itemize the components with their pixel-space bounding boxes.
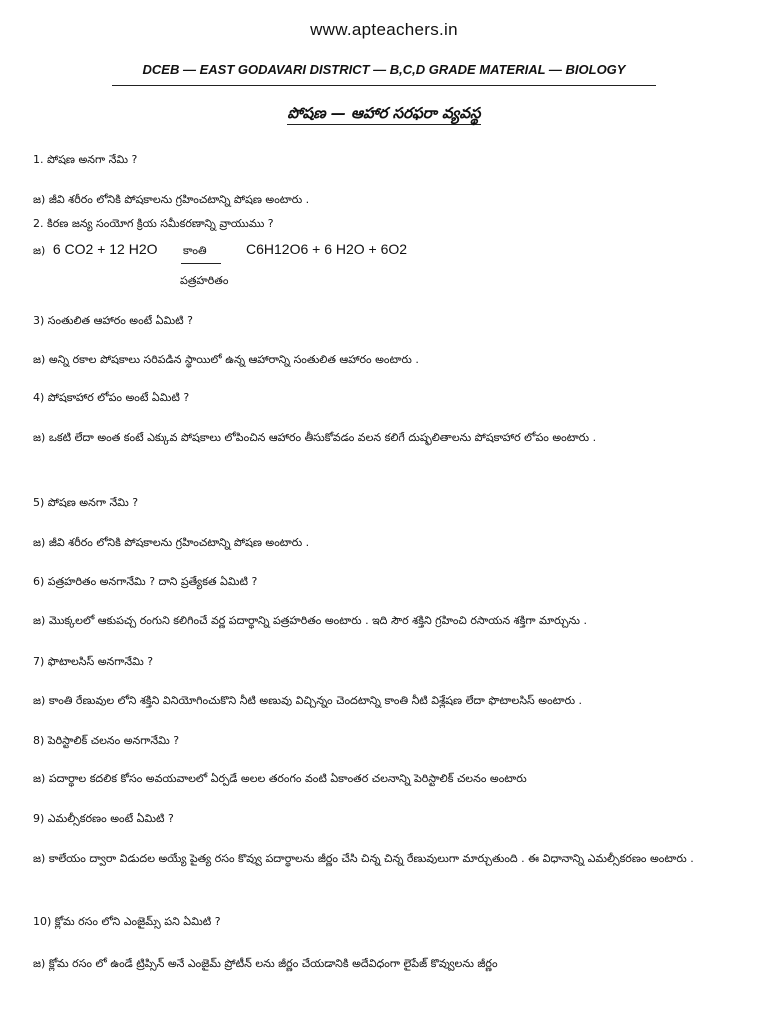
document-title: [0, 104, 768, 126]
answer-4: జ) ఒకటి లేదా అంత కంటే ఎక్కువ పోషకాలు లోపించిన ఆహారం తీసుకోవడం వలన కలిగే దుష్ఫలితాలను పోషకాహార లోపం అంటారు .: [33, 431, 597, 444]
equation-row: [33, 241, 158, 260]
answer-9: జ) కాలేయం ద్వారా విడుదల అయ్యే పైత్య రసం కొవ్వు పదార్థాలను జీర్ణం చేసి చిన్న చిన్న రేణువులుగా మార్చుతుంది . ఈ విధానాన్ని ఎమల్సీకరణం అంటారు .: [33, 852, 694, 865]
site-url: www.apteachers.in: [310, 20, 458, 39]
question-1: 1. పోషణ అనగా నేమి ?: [33, 153, 138, 166]
question-4: 4) పోషకాహార లోపం అంటే ఏమిటి ?: [33, 391, 190, 404]
equation-condition-light: కాంతి: [183, 244, 207, 257]
question-9: 9) ఎమల్సీకరణం అంటే ఏమిటి ?: [33, 812, 174, 825]
document-title-text: పోషణ — ఆహార సరఫరా వ్యవస్థ: [287, 104, 480, 125]
answer-3: జ) అన్ని రకాల పోషకాలు సరిపడిన స్థాయిలో ఉన్న ఆహారాన్ని సంతులిత ఆహారం అంటారు .: [33, 353, 419, 366]
answer-10: జ) క్లోమ రసం లో ఉండే ట్రిప్సిన్ అనే ఎంజైమ్ ప్రోటీన్ లను జీర్ణం చేయడానికి అదేవిధంగా లైపేజ్ కొవ్వులను జీర్ణం: [33, 957, 498, 970]
question-7: 7) ఫొటాలసిస్ అనగానేమి ?: [33, 655, 154, 668]
equation-reactants: 6 CO2 + 12 H2O: [52, 241, 158, 257]
equation-condition-chlorophyll: పత్రహరితం: [180, 274, 229, 287]
header-divider: [112, 85, 656, 86]
answer-1: జ) జీవి శరీరం లోనికి పోషకాలను గ్రహించటాన్ని పోషణ అంటారు .: [33, 193, 310, 206]
question-8: 8) పెరిస్టాలిక్ చలనం అనగానేమి ?: [33, 734, 180, 747]
answer-5: జ) జీవి శరీరం లోనికి పోషకాలను గ్రహించటాన్ని పోషణ అంటారు .: [33, 536, 310, 549]
question-2: 2. కిరణ జన్య సంయోగ క్రియ సమీకరణాన్ని వ్రాయుము ?: [33, 217, 274, 230]
question-6: 6) పత్రహరితం అనగానేమి ? దాని ప్రత్యేకత ఏమిటి ?: [33, 575, 258, 588]
question-3: 3) సంతులిత ఆహారం అంటే ఏమిటి ?: [33, 314, 193, 327]
equation-products: C6H12O6 + 6 H2O + 6O2: [246, 241, 408, 257]
equation-prefix: జ): [33, 244, 46, 257]
question-5: 5) పోషణ అనగా నేమి ?: [33, 496, 139, 509]
equation-arrow: [181, 263, 221, 264]
answer-7: జ) కాంతి రేణువుల లోని శక్తిని వినియోగించుకొని నీటి అణువు విచ్చిన్నం చెందటాన్ని కాంతి నీటి విశ్లేషణ లేదా ఫొటాలసిస్ అంటారు .: [33, 694, 582, 707]
answer-6: జ) మొక్కలలో ఆకుపచ్చ రంగుని కలిగించే వర్ణ పదార్థాన్ని పత్రహరితం అంటారు . ఇది సౌర శక్తిని గ్రహించి రసాయన శక్తిగా మార్చును .: [33, 614, 587, 627]
answer-8: జ) పదార్థాల కదలిక కోసం అవయవాలలో ఏర్పడే అలల తరంగం వంటి ఏకాంతర చలనాన్ని పెరిస్టాలిక్ చలనం అంటారు: [33, 772, 527, 785]
document-subtitle: DCEB — EAST GODAVARI DISTRICT — B,C,D GRADE MATERIAL — BIOLOGY: [142, 62, 626, 77]
question-10: 10) క్లోమ రసం లోని ఎంజైమ్స్ పని ఏమిటి ?: [33, 915, 221, 928]
